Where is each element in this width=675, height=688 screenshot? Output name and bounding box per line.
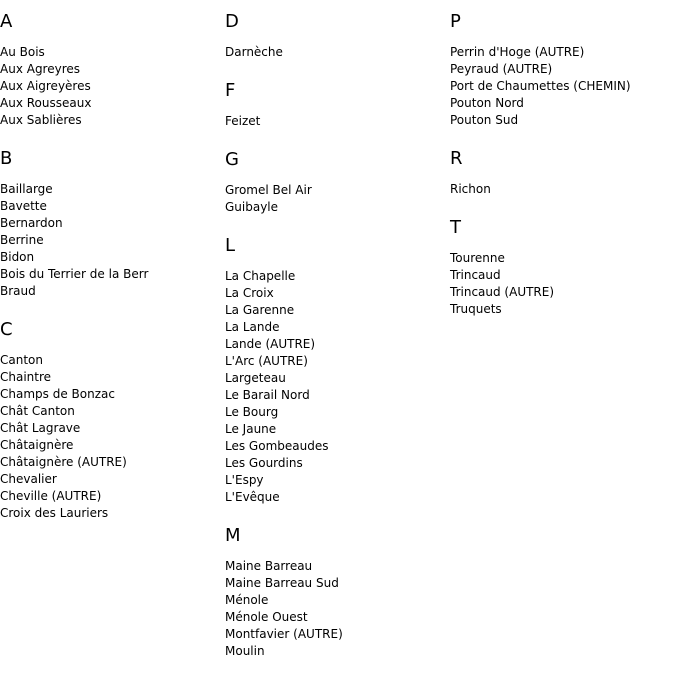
letter-heading: F [225, 80, 236, 101]
place-link-tourenne[interactable]: Tourenne [450, 251, 505, 265]
place-link-gromel-bel-air[interactable]: Gromel Bel Air [225, 183, 312, 197]
place-link-maine-barreau[interactable]: Maine Barreau [225, 559, 313, 573]
place-link-la-chapelle[interactable]: La Chapelle [225, 269, 296, 283]
place-link-l-arc-autre[interactable]: L'Arc (AUTRE) [225, 354, 308, 368]
place-link-chaintre[interactable]: Chaintre [0, 370, 52, 384]
place-link-bois-du-terrier-de-la-berr[interactable]: Bois du Terrier de la Berr [0, 267, 149, 281]
place-link-le-barail-nord[interactable]: Le Barail Nord [225, 388, 310, 402]
place-link-feizet[interactable]: Feizet [225, 114, 261, 128]
place-link-trincaud[interactable]: Trincaud [450, 268, 501, 282]
place-link-le-bourg[interactable]: Le Bourg [225, 405, 279, 419]
place-link-port-de-chaumettes-chemin[interactable]: Port de Chaumettes (CHEMIN) [450, 79, 631, 93]
place-link-menole[interactable]: Ménole [225, 593, 269, 607]
letter-heading: P [450, 11, 461, 32]
place-link-aux-sablieres[interactable]: Aux Sablières [0, 113, 82, 127]
place-link-pouton-sud[interactable]: Pouton Sud [450, 113, 519, 127]
place-link-chataignere[interactable]: Châtaignère [0, 438, 74, 452]
letter-heading: M [225, 525, 241, 546]
place-link-aux-rousseaux[interactable]: Aux Rousseaux [0, 96, 92, 110]
place-link-lande-autre[interactable]: Lande (AUTRE) [225, 337, 316, 351]
letter-group-d [225, 10, 450, 61]
place-link-chat-lagrave[interactable]: Chât Lagrave [0, 421, 81, 435]
letter-group-r [450, 147, 675, 198]
index-column-3 [450, 10, 675, 336]
letter-group-g [225, 148, 450, 216]
place-link-darneche[interactable]: Darnèche [225, 45, 283, 59]
place-link-la-garenne[interactable]: La Garenne [225, 303, 295, 317]
place-link-peyraud-autre[interactable]: Peyraud (AUTRE) [450, 62, 553, 76]
place-link-la-lande[interactable]: La Lande [225, 320, 280, 334]
place-link-l-eveque[interactable]: L'Evêque [225, 490, 280, 504]
place-link-braud[interactable]: Braud [0, 284, 36, 298]
place-link-moulin[interactable]: Moulin [225, 644, 265, 658]
letter-group-c [0, 318, 225, 522]
place-link-largeteau[interactable]: Largeteau [225, 371, 286, 385]
place-list [450, 44, 675, 129]
letter-heading: B [0, 148, 13, 169]
place-list [225, 558, 450, 660]
letter-group-t [450, 216, 675, 318]
letter-group-m [225, 524, 450, 660]
place-link-champs-de-bonzac[interactable]: Champs de Bonzac [0, 387, 115, 401]
letter-group-l [225, 234, 450, 506]
letter-heading: R [450, 148, 463, 169]
place-list [0, 181, 225, 300]
letter-group-p [450, 10, 675, 129]
place-link-le-jaune[interactable]: Le Jaune [225, 422, 277, 436]
place-link-les-gombeaudes[interactable]: Les Gombeaudes [225, 439, 329, 453]
place-list [225, 268, 450, 506]
place-list [450, 181, 675, 198]
place-link-baillarge[interactable]: Baillarge [0, 182, 53, 196]
place-link-l-espy[interactable]: L'Espy [225, 473, 264, 487]
place-link-bernardon[interactable]: Bernardon [0, 216, 63, 230]
place-link-truquets[interactable]: Truquets [450, 302, 502, 316]
place-link-pouton-nord[interactable]: Pouton Nord [450, 96, 524, 110]
place-link-bavette[interactable]: Bavette [0, 199, 47, 213]
place-link-montfavier-autre[interactable]: Montfavier (AUTRE) [225, 627, 343, 641]
letter-heading: A [0, 11, 13, 32]
letter-heading: D [225, 11, 239, 32]
place-link-les-gourdins[interactable]: Les Gourdins [225, 456, 303, 470]
place-link-chevalier[interactable]: Chevalier [0, 472, 57, 486]
place-link-canton[interactable]: Canton [0, 353, 43, 367]
place-link-richon[interactable]: Richon [450, 182, 491, 196]
place-link-trincaud-autre[interactable]: Trincaud (AUTRE) [450, 285, 555, 299]
letter-group-f [225, 79, 450, 130]
place-link-berrine[interactable]: Berrine [0, 233, 44, 247]
place-link-guibayle[interactable]: Guibayle [225, 200, 279, 214]
letter-heading: C [0, 319, 13, 340]
place-link-chataignere-autre[interactable]: Châtaignère (AUTRE) [0, 455, 127, 469]
place-link-chat-canton[interactable]: Chât Canton [0, 404, 75, 418]
place-link-aux-agreyres[interactable]: Aux Agreyres [0, 62, 81, 76]
letter-heading: G [225, 149, 239, 170]
place-link-cheville-autre[interactable]: Cheville (AUTRE) [0, 489, 102, 503]
place-link-menole-ouest[interactable]: Ménole Ouest [225, 610, 308, 624]
index-column-2 [225, 10, 450, 678]
place-link-maine-barreau-sud[interactable]: Maine Barreau Sud [225, 576, 339, 590]
place-list [0, 352, 225, 522]
place-link-au-bois[interactable]: Au Bois [0, 45, 45, 59]
place-link-bidon[interactable]: Bidon [0, 250, 35, 264]
letter-group-a [0, 10, 225, 129]
place-list [450, 250, 675, 318]
place-link-croix-des-lauriers[interactable]: Croix des Lauriers [0, 506, 109, 520]
letter-heading: L [225, 235, 236, 256]
place-link-perrin-d-hoge-autre[interactable]: Perrin d'Hoge (AUTRE) [450, 45, 585, 59]
place-list [0, 44, 225, 129]
place-link-aux-aigreyeres[interactable]: Aux Aigreyères [0, 79, 91, 93]
place-list [225, 44, 450, 61]
place-link-la-croix[interactable]: La Croix [225, 286, 274, 300]
place-list [225, 182, 450, 216]
place-list [225, 113, 450, 130]
letter-heading: T [450, 217, 461, 238]
letter-group-b [0, 147, 225, 300]
index-column-1 [0, 10, 225, 540]
